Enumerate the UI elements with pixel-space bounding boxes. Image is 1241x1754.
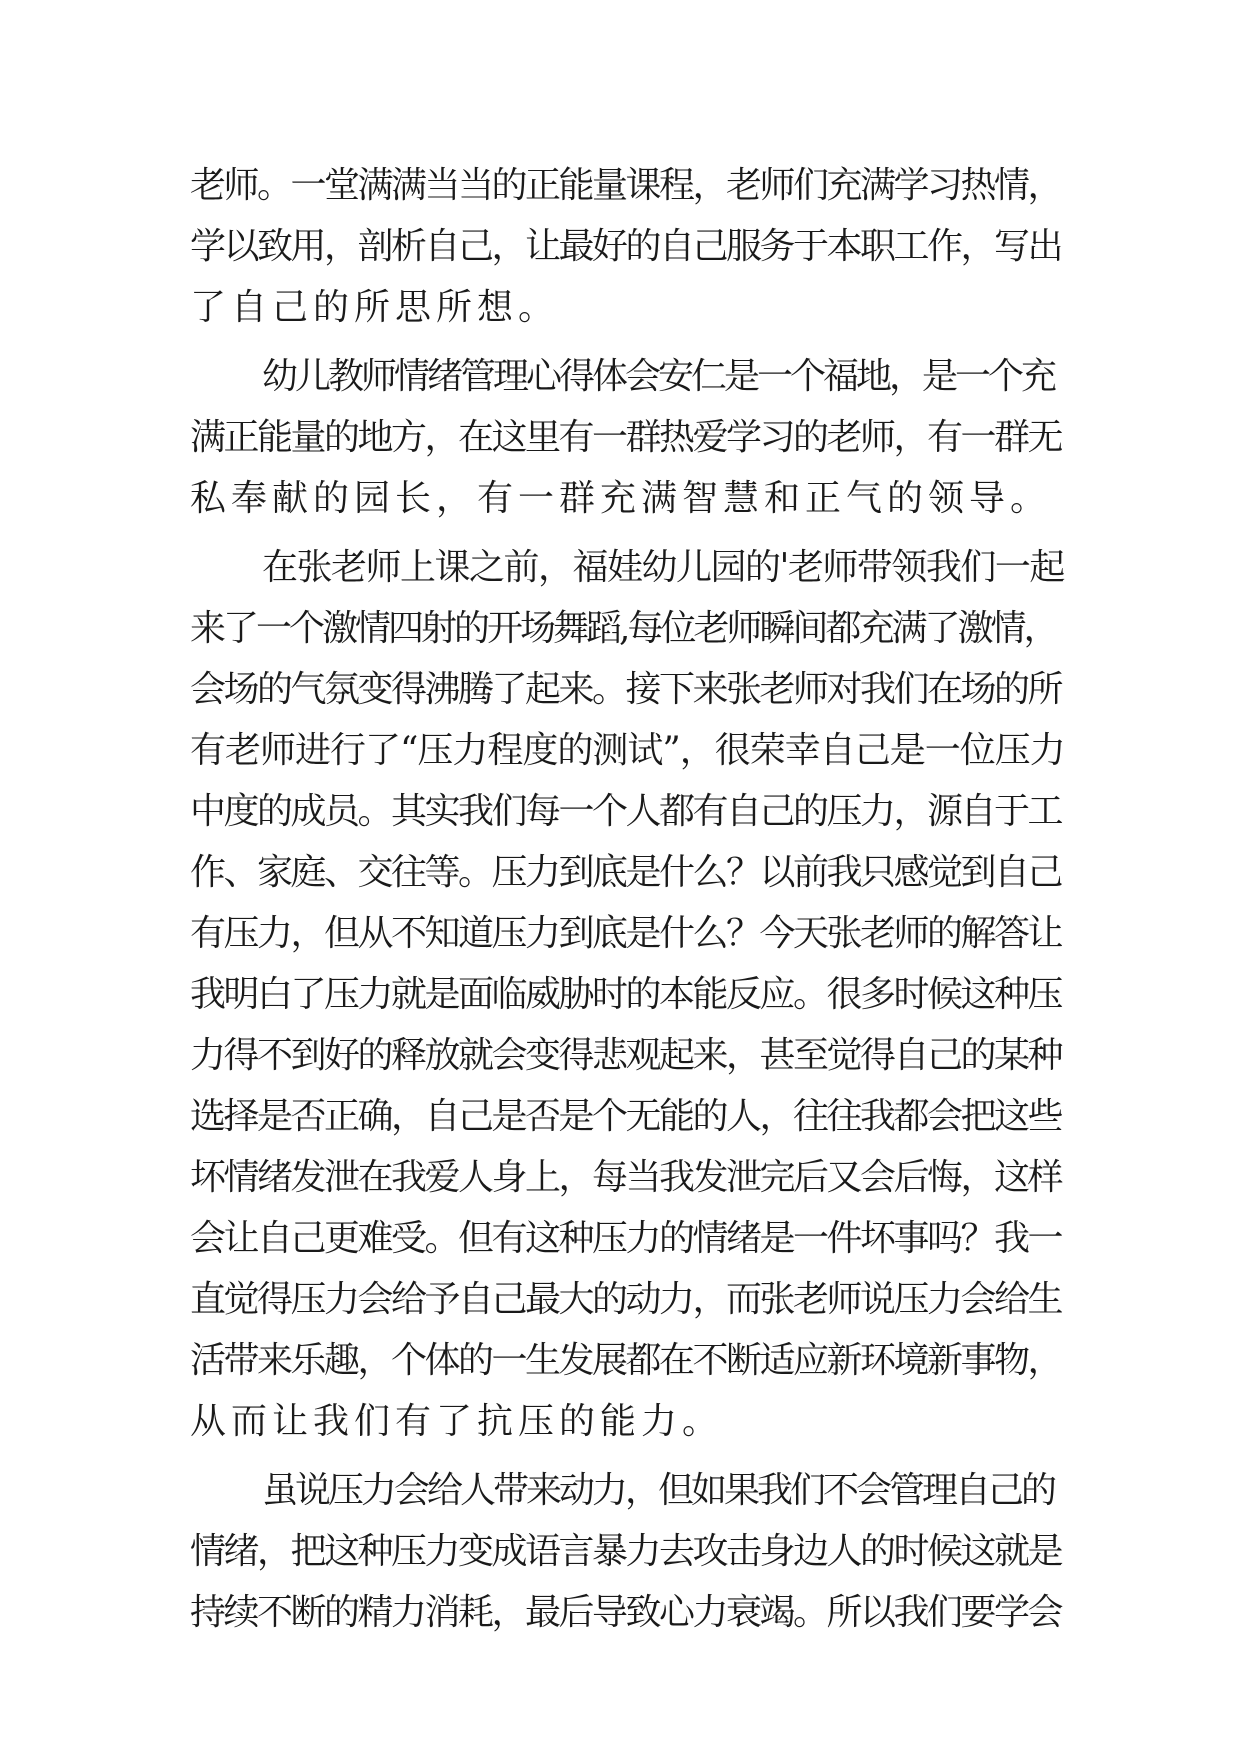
text-line: 力得不到好的释放就会变得悲观起来，甚至觉得自己的某种 [190,1035,1062,1076]
text-line: 从而让我们有了抗压的能力。 [190,1401,724,1442]
text-line: 有压力，但从不知道压力到底是什么？今天张老师的解答让 [190,913,1062,954]
text-line: 了自己的所思所想。 [190,287,560,328]
text-line: 学以致用，剖析自己，让最好的自己服务于本职工作，写出 [190,226,1062,267]
paragraph-first-line: 在张老师上课之前，福娃幼儿园的'老师带领我们一起 [262,547,1064,588]
text-line: 直觉得压力会给予自己最大的动力，而张老师说压力会给生 [190,1279,1062,1320]
text-line: 持续不断的精力消耗，最后导致心力衰竭。所以我们要学会 [190,1592,1062,1633]
text-line: 会让自己更难受。但有这种压力的情绪是一件坏事吗？我一 [190,1218,1062,1259]
text-line: 情绪，把这种压力变成语言暴力去攻击身边人的时候这就是 [190,1531,1062,1572]
text-line: 私奉献的园长，有一群充满智慧和正气的领导。 [190,478,1052,519]
paragraph-first-line: 幼儿教师情绪管理心得体会安仁是一个福地，是一个充 [262,356,1055,397]
text-line: 满正能量的地方，在这里有一群热爱学习的老师，有一群无 [190,417,1062,458]
text-line: 坏情绪发泄在我爱人身上，每当我发泄完后又会后悔，这样 [190,1157,1062,1198]
text-line: 作、家庭、交往等。压力到底是什么？以前我只感觉到自己 [190,852,1062,893]
text-line: 有老师进行了“压力程度的测试”，很荣幸自己是一位压力 [190,730,1065,771]
paragraph-first-line: 虽说压力会给人带来动力，但如果我们不会管理自己的 [262,1470,1055,1511]
text-line: 来了一个激情四射的开场舞蹈,每位老师瞬间都充满了激情， [190,608,1057,649]
text-line: 会场的气氛变得沸腾了起来。接下来张老师对我们在场的所 [190,669,1062,710]
text-line: 老师。一堂满满当当的正能量课程，老师们充满学习热情， [190,165,1062,206]
text-line: 活带来乐趣，个体的一生发展都在不断适应新环境新事物， [190,1340,1062,1381]
text-line: 选择是否正确，自己是否是个无能的人，往往我都会把这些 [190,1096,1062,1137]
text-line: 我明白了压力就是面临威胁时的本能反应。很多时候这种压 [190,974,1062,1015]
body-text [190,155,1065,1643]
text-line: 中度的成员。其实我们每一个人都有自己的压力，源自于工 [190,791,1062,832]
